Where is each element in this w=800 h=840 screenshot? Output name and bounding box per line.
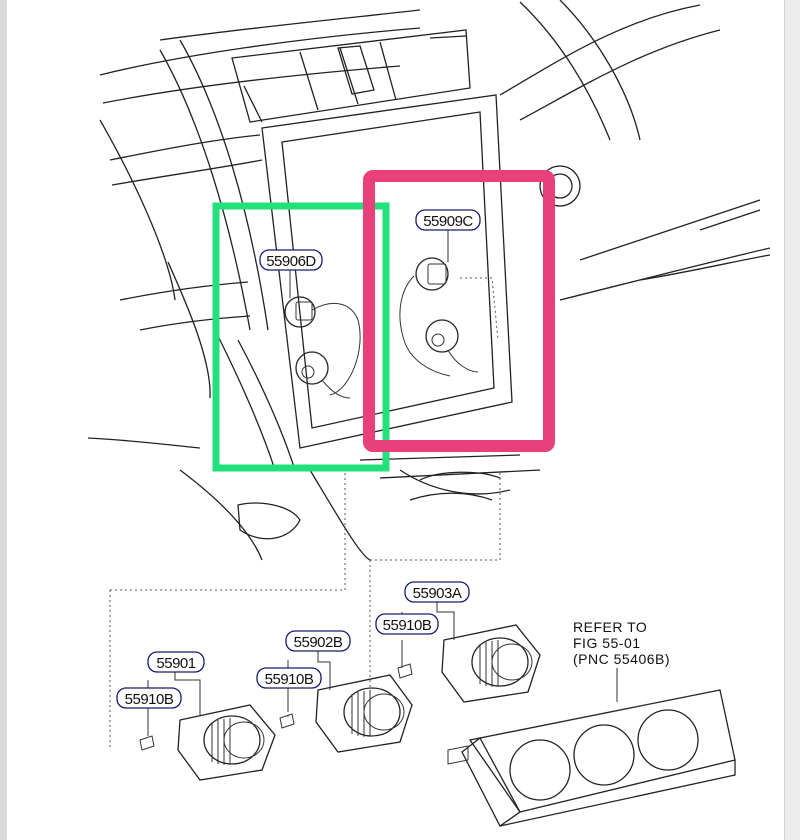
part-number: 55910B <box>124 691 174 708</box>
part-tag-55901 <box>148 652 204 672</box>
part-number: 55910B <box>382 617 432 634</box>
dashboard-linework <box>88 0 770 560</box>
part-number: 55901 <box>156 655 196 672</box>
part-tag-55910B-mid <box>257 668 321 688</box>
reference-note <box>573 619 670 667</box>
part-tag-55910B-right <box>376 614 438 634</box>
knob-switch-55901 <box>140 705 275 780</box>
part-tag-55910B-left <box>117 688 181 708</box>
right-scrollbar-area <box>784 0 800 840</box>
reference-line-3: (PNC 55406B) <box>573 651 671 667</box>
part-number: 55903A <box>412 585 462 602</box>
bulb-socket-55906D <box>285 297 360 398</box>
part-tag-55902B <box>286 631 350 651</box>
bulb-socket-55909C <box>400 258 498 376</box>
reference-line-2: FIG 55-01 <box>573 635 641 651</box>
part-number: 55902B <box>293 634 343 651</box>
part-tag-55906D <box>260 250 322 270</box>
part-number: 55906D <box>266 253 316 270</box>
part-number: 55909C <box>423 213 473 230</box>
part-number: 55910B <box>264 671 314 688</box>
part-tag-55903A <box>405 582 469 602</box>
reference-line-1: REFER TO <box>573 619 648 635</box>
part-tag-55909C <box>416 210 480 230</box>
knob-switch-55903A <box>398 625 540 702</box>
ac-control-panel <box>448 690 735 826</box>
